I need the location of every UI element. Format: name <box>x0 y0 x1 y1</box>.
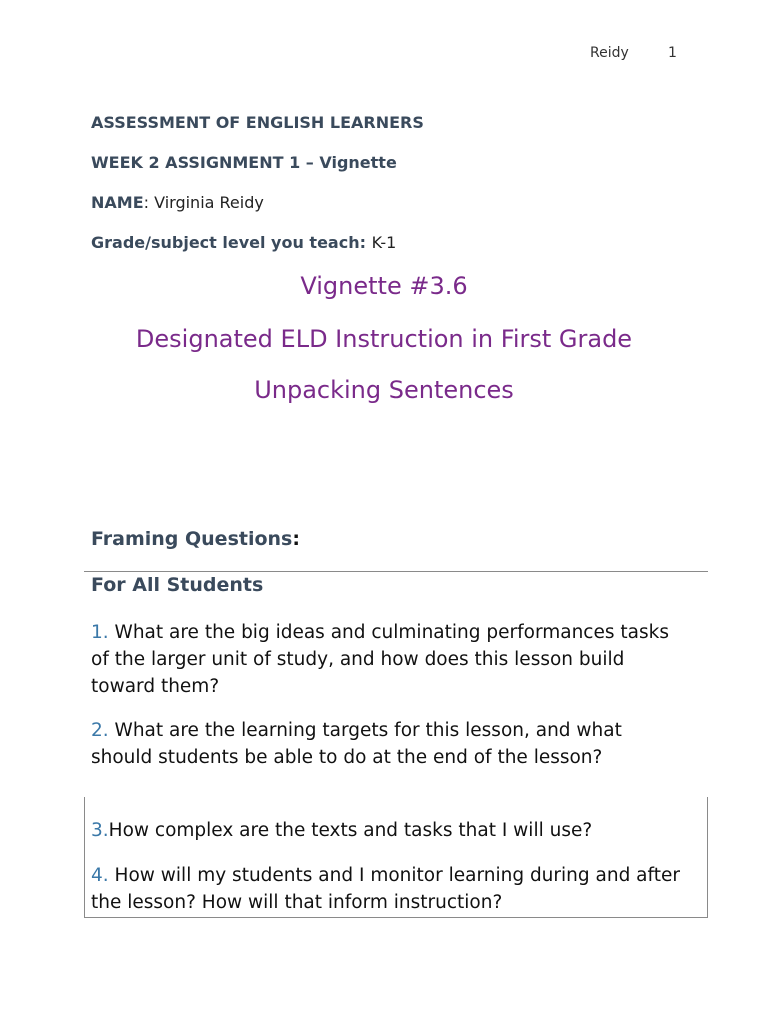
vignette-topic: Unpacking Sentences <box>254 376 514 404</box>
question-number: 4. <box>91 865 109 886</box>
question-4 <box>91 862 681 916</box>
header-page-number: 1 <box>668 45 677 61</box>
question-1 <box>91 619 681 700</box>
question-box-bottom-border <box>84 917 708 918</box>
question-number: 3. <box>91 820 109 841</box>
name-value: Virginia Reidy <box>154 193 264 212</box>
framing-heading-colon: : <box>292 528 300 550</box>
section-divider <box>84 571 708 572</box>
grade-label: Grade/subject level you teach: <box>91 233 372 252</box>
question-text: How complex are the texts and tasks that I will use? <box>108 820 593 841</box>
header-author: Reidy <box>590 45 629 61</box>
question-3 <box>91 817 681 844</box>
name-line <box>91 193 264 212</box>
name-label: NAME <box>91 193 144 212</box>
grade-value: K-1 <box>371 233 397 252</box>
question-text: What are the learning targets for this lesson, and what should students be able to do at the end of the lesson? <box>91 720 622 768</box>
section-heading: For All Students <box>91 574 264 596</box>
course-title: ASSESSMENT OF ENGLISH LEARNERS <box>91 113 424 132</box>
question-box-left-border <box>84 797 85 918</box>
framing-heading-text: Framing Questions <box>91 528 293 550</box>
assignment-title: WEEK 2 ASSIGNMENT 1 – Vignette <box>91 153 397 172</box>
question-text: How will my students and I monitor learning during and after the lesson? How will that inform instruction? <box>91 865 680 913</box>
question-number: 1. <box>91 622 109 643</box>
question-box-right-border <box>707 797 708 918</box>
grade-line <box>91 233 396 252</box>
vignette-subtitle: Designated ELD Instruction in First Grade <box>135 325 633 353</box>
name-colon: : <box>143 193 155 212</box>
question-2 <box>91 717 681 771</box>
framing-questions-heading <box>91 528 300 550</box>
question-text: What are the big ideas and culminating performances tasks of the larger unit of study, and how does this lesson build toward them? <box>91 622 669 697</box>
question-number: 2. <box>91 720 109 741</box>
vignette-title: Vignette #3.6 <box>300 272 468 300</box>
